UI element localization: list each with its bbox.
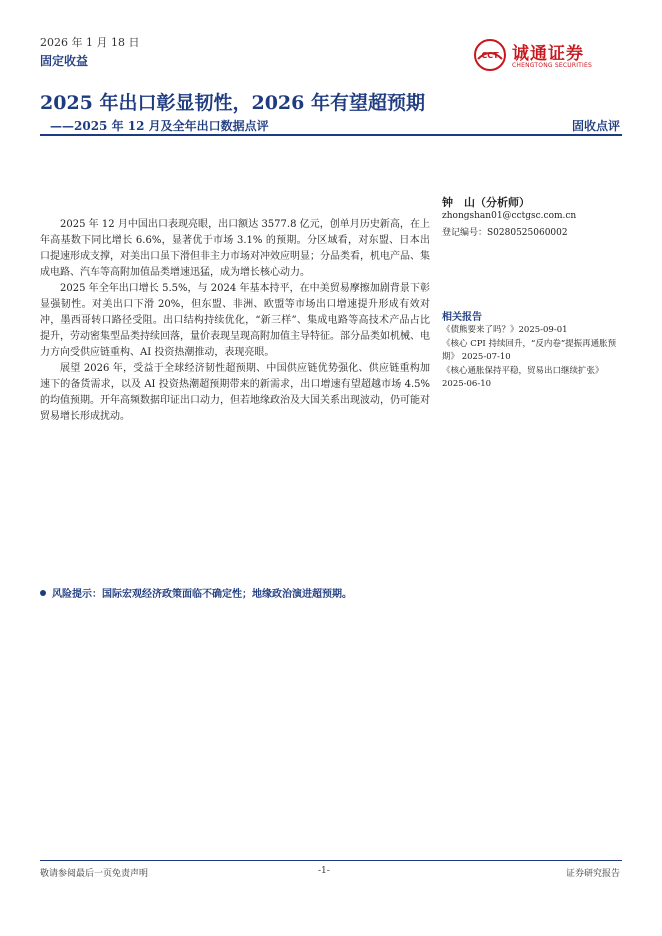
footer-divider <box>40 860 622 861</box>
footer-report-label: 证券研究报告 <box>565 869 620 879</box>
report-body <box>40 217 430 425</box>
cct-logo-icon <box>474 39 506 71</box>
page-number: -1- <box>318 866 330 876</box>
body-paragraph: 2025 年全年出口增长 5.5%，与 2024 年基本持平，在中美贸易摩擦加剧背景下彰显强韧性。对美出口下滑 20%，但东盟、非洲、欧盟等市场出口增速提升形成有效对冲，墨西哥转口路径受阻。出口结构持续优化，“新三样”、集成电路等高技术产品占比提升，劳动密集型品类持续回落，量价表现呈现高附加值主导特征。部分品类如机械、电力方向受供应链重构、AI 投资热潮推动，表现亮眼。 <box>40 283 430 358</box>
related-report-item[interactable]: 《核心 CPI 持续回升，“反内卷”提振再通胀预期》 2025-07-10 <box>442 338 617 362</box>
report-type: 固收点评 <box>571 119 620 133</box>
report-date: 2026 年 1 月 18 日 <box>40 36 140 49</box>
logo-mark-text: CCT <box>481 51 499 60</box>
risk-text: 风险提示：国际宏观经济政策面临不确定性；地缘政治演进超预期。 <box>52 589 352 600</box>
related-report-item[interactable]: 《核心通胀保持平稳，贸易出口继续扩张》2025-06-10 <box>442 365 604 389</box>
company-logo <box>474 36 604 74</box>
bullet-icon <box>40 590 46 596</box>
logo-name-en: CHENGTONG SECURITIES <box>512 62 593 69</box>
related-reports-list <box>442 324 627 392</box>
related-reports-title: 相关报告 <box>442 312 482 323</box>
analyst-name: 钟 山（分析师） <box>442 196 530 209</box>
report-title: 2025 年出口彰显韧性，2026 年有望超预期 <box>40 92 425 114</box>
footer-disclaimer-note: 敬请参阅最后一页免责声明 <box>40 869 149 879</box>
header-divider <box>40 134 622 136</box>
analyst-registration: 登记编号：S0280525060002 <box>442 228 568 238</box>
body-paragraph: 展望 2026 年，受益于全球经济韧性超预期、中国供应链优势强化、供应链重构加速下的备货需求，以及 AI 投资热潮超预期带来的新需求，出口增速有望超越市场 4.5%的均值预期。开年高频数据印证出口动力，但若地缘政治及大国关系出现波动，仍可能对贸易增长形成扰动。 <box>40 363 430 422</box>
risk-warning <box>40 585 352 600</box>
report-subtitle: ——2025 年 12 月及全年出口数据点评 <box>50 119 269 133</box>
body-paragraph: 2025 年 12 月中国出口表现亮眼，出口额达 3577.8 亿元，创单月历史新高，在上年高基数下同比增长 6.6%，显著优于市场 3.1% 的预期。分区域看，对东盟、日本出口提速形成支撑，对美出口虽下滑但非主力市场对冲效应明显；分品类看，机电产品、集成电路、汽车等高附加值品类增速迅猛，成为增长核心动力。 <box>40 219 430 278</box>
related-report-item[interactable]: 《债熊要来了吗？》2025-09-01 <box>442 325 568 335</box>
analyst-email[interactable]: zhongshan01@cctgsc.com.cn <box>442 211 577 221</box>
logo-name-cn: 诚通证券 <box>512 44 584 64</box>
report-category: 固定收益 <box>40 54 89 68</box>
